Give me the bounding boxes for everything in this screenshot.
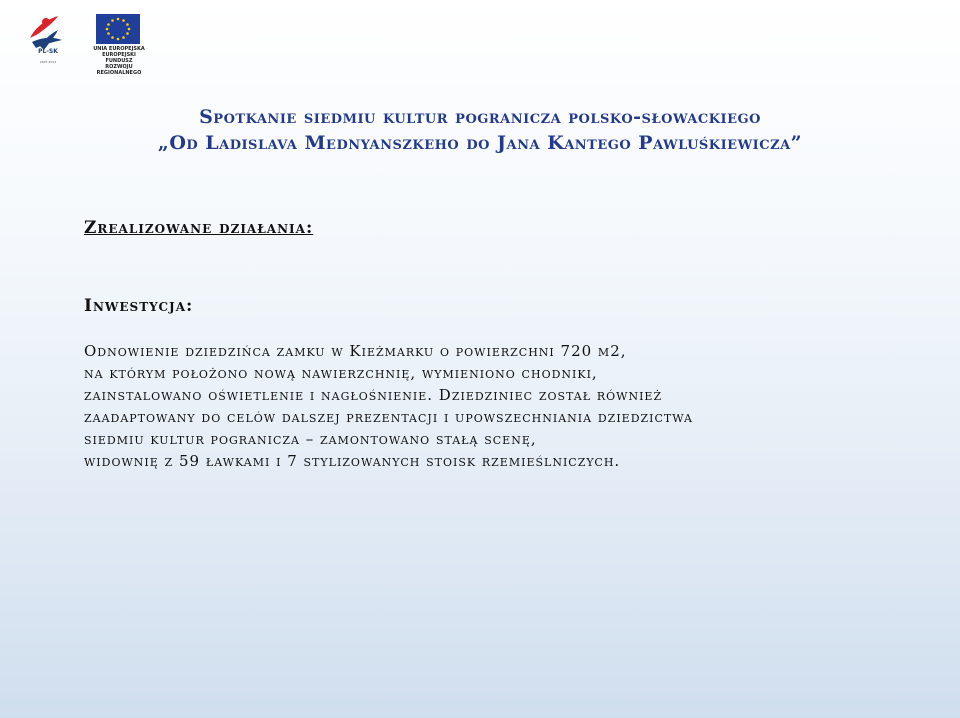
body-line: siedmiu kultur pogranicza – zamontowano stałą scenę, (84, 430, 537, 448)
investment-description (84, 340, 914, 472)
body-line: na którym położono nową nawierzchnię, wymieniono chodniki, (84, 364, 598, 382)
plsk-years: 2007-2013 (39, 60, 57, 64)
body-line: zaadaptowany do celów dalszej prezentacji i upowszechniania dziedzictwa (84, 408, 693, 426)
realized-actions-heading: Zrealizowane działania: (84, 218, 314, 238)
body-line: Odnowienie dziedzińca zamku w Kieżmarku o powierzchni 720 m2, (84, 342, 627, 360)
eu-caption-line-3: ROZWOJU REGIONALNEGO (96, 64, 142, 76)
eu-flag-icon (96, 14, 140, 44)
eu-caption (88, 46, 150, 76)
plsk-logo-icon (24, 12, 68, 66)
eu-caption-line-1: UNIA EUROPEJSKA (93, 46, 145, 52)
investment-heading: Inwestycja: (84, 296, 194, 316)
title-line-2: „Od Ladislava Mednyanszkeho do Jana Kantego Pawluśkiewicza” (157, 132, 803, 154)
body-line: widownię z 59 ławkami i 7 stylizowanych stoisk rzemieślniczych. (84, 452, 621, 470)
eu-caption-line-2: EUROPEJSKI FUNDUSZ (102, 52, 136, 64)
title-line-1: Spotkanie siedmiu kultur pogranicza polsko-słowackiego (199, 106, 761, 128)
plsk-name: PL-SK (38, 48, 58, 55)
body-line: zainstalowano oświetlenie i nagłośnienie. Dziedziniec został również (84, 386, 663, 404)
page-title (40, 104, 920, 156)
